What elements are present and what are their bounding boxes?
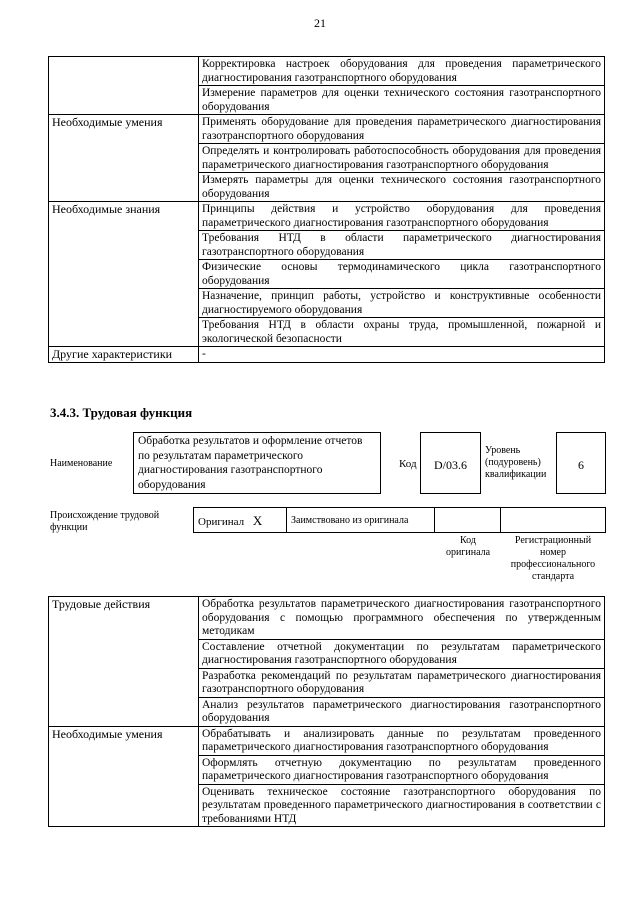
table-row — [49, 115, 605, 202]
page-number: 21 — [314, 16, 326, 30]
list-item: Составление отчетной документации по результатам параметрического диагностирования газотранспортного оборудования — [199, 640, 604, 669]
row-label: Трудовые действия — [49, 597, 199, 727]
registration-caption: Регистрационный номер профессионального стандарта — [510, 535, 596, 582]
code-box — [420, 432, 481, 494]
list-item: Анализ результатов параметрического диагностирования газотранспортного оборудования — [202, 698, 601, 724]
level-value: 6 — [578, 458, 584, 472]
list-item: Назначение, принцип работы, устройство и конструктивные особенности диагностируемого оборудования — [199, 289, 604, 318]
table-row — [49, 597, 605, 727]
list-item: Применять оборудование для проведения параметрического диагностирования газотранспортного оборудования — [199, 115, 604, 144]
function-name-value: Обработка результатов и оформление отчетов по результатам параметрического диагностирования газотранспортного оборудования — [138, 435, 363, 491]
function-name-box — [133, 432, 381, 494]
original-mark: X — [252, 513, 263, 528]
list-item: Обработка результатов параметрического диагностирования газотранспортного оборудования с помощью программного обеспечения по утвержденным методикам — [199, 597, 604, 640]
table-row — [49, 347, 605, 363]
code-original-caption: Код оригинала — [445, 535, 491, 558]
original-option — [198, 513, 262, 529]
list-item: Обрабатывать и анализировать данные по результатам проведенного параметрического диагностирования газотранспортного оборудования — [199, 727, 604, 756]
section-title: 3.4.3. Трудовая функция — [50, 405, 193, 420]
code-value: D/03.6 — [434, 458, 467, 472]
list-item: Требования НТД в области параметрического диагностирования газотранспортного оборудования — [199, 231, 604, 260]
row-label: Необходимые умения — [49, 726, 199, 827]
origin-label: Происхождение трудовой функции — [50, 510, 160, 533]
origin-divider-3 — [500, 507, 501, 533]
competency-table-1 — [48, 56, 605, 363]
list-item: Измерять параметры для оценки технического состояния газотранспортного оборудования — [202, 174, 601, 200]
table-row — [49, 57, 605, 115]
level-label: Уровень (подуровень) квалификации — [485, 445, 547, 480]
list-item: Физические основы термодинамического цикла газотранспортного оборудования — [199, 260, 604, 289]
borrowed-label: Заимствовано из оригинала — [291, 515, 409, 526]
row-label — [49, 57, 199, 115]
code-label: Код — [399, 458, 417, 470]
origin-divider-1 — [286, 507, 287, 533]
competency-table-2 — [48, 596, 605, 827]
level-box — [556, 432, 606, 494]
table-row — [49, 202, 605, 347]
list-item: Принципы действия и устройство оборудования для проведения параметрического диагностирования газотранспортного оборудования — [199, 202, 604, 231]
name-label: Наименование — [50, 458, 113, 469]
list-item: Измерение параметров для оценки технического состояния газотранспортного оборудования — [202, 87, 601, 113]
list-item: - — [202, 348, 206, 360]
list-item: Оформлять отчетную документацию по результатам проведенного параметрического диагностирования газотранспортного оборудования — [199, 756, 604, 785]
row-label: Необходимые знания — [49, 202, 199, 347]
original-label: Оригинал — [198, 516, 245, 528]
row-label: Необходимые умения — [49, 115, 199, 202]
list-item: Корректировка настроек оборудования для проведения параметрического диагностирования газотранспортного оборудования — [199, 57, 604, 86]
list-item: Требования НТД в области охраны труда, промышленной, пожарной и экологической безопасности — [202, 319, 601, 345]
list-item: Разработка рекомендаций по результатам параметрического диагностирования газотранспортного оборудования — [199, 669, 604, 698]
list-item: Определять и контролировать работоспособность оборудования для проведения параметрического диагностирования газотранспортного оборудования — [199, 144, 604, 173]
table-row — [49, 726, 605, 827]
list-item: Оценивать техническое состояние газотранспортного оборудования по результатам проведенного параметрического диагностирования в соответствии с требованиями НТД — [202, 785, 601, 825]
row-label: Другие характеристики — [49, 347, 199, 363]
origin-divider-2 — [434, 507, 435, 533]
